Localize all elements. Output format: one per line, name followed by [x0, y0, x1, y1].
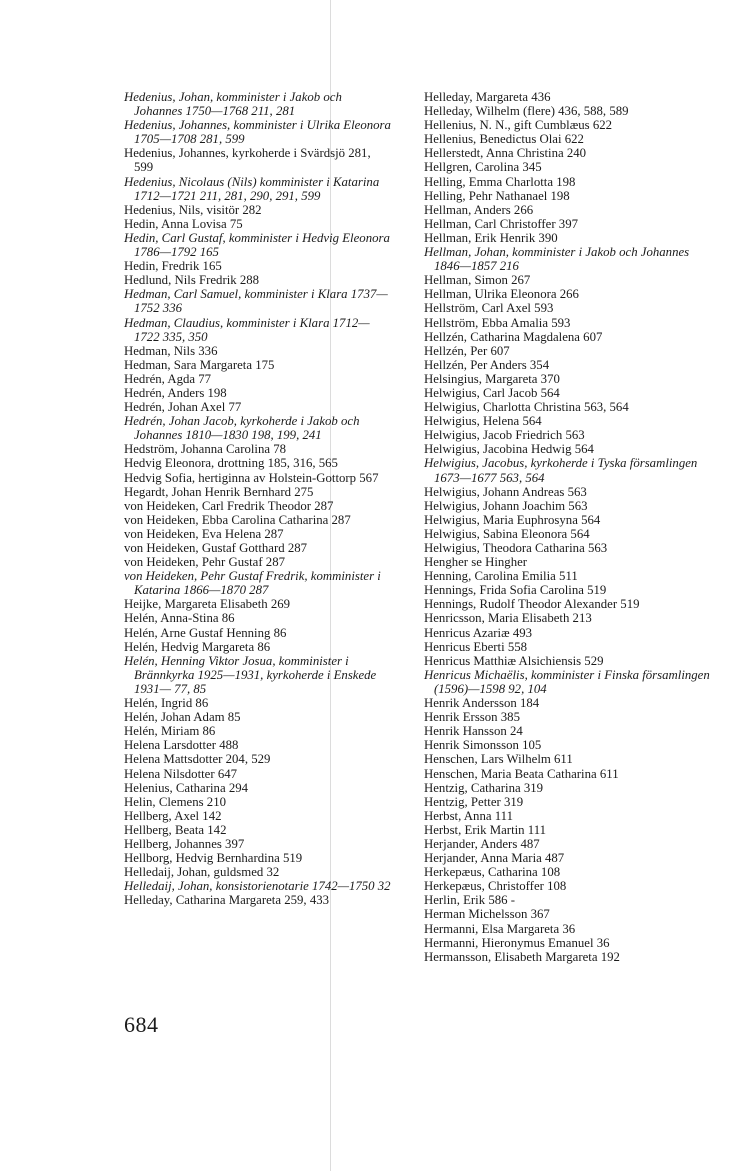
index-entry: Helledaij, Johan, guldsmed 32: [124, 865, 280, 880]
index-entry: Helleday, Catharina Margareta 259, 433: [124, 893, 330, 908]
index-entry: Hellerstedt, Anna Christina 240: [424, 146, 587, 161]
index-entry: Henrik Simonsson 105: [424, 738, 542, 753]
index-entry: Henrik Andersson 184: [424, 696, 540, 711]
index-entry: von Heideken, Ebba Carolina Catharina 287: [124, 512, 351, 527]
right-index-column: [424, 90, 714, 964]
index-entry: Hellström, Ebba Amalia 593: [424, 315, 571, 330]
index-entry: von Heideken, Carl Fredrik Theodor 287: [124, 498, 334, 513]
index-entry: Hellzén, Catharina Magdalena 607: [424, 329, 603, 344]
index-entry: Helwigius, Carl Jacob 564: [424, 385, 560, 400]
index-entry: Helleday, Wilhelm (flere) 436, 588, 589: [424, 104, 629, 119]
index-entry: Hellman, Johan, komminister i Jakob och Johannes 1846—1857 216: [424, 245, 690, 274]
index-entry: Hellman, Erik Henrik 390: [424, 230, 558, 245]
left-index-column: [124, 90, 392, 907]
index-entry: Hedrén, Agda 77: [124, 371, 212, 386]
index-entry: Herkepæus, Christoffer 108: [424, 879, 567, 894]
index-entry: Helén, Johan Adam 85: [124, 710, 241, 725]
index-entry: Herjander, Anders 487: [424, 836, 540, 851]
index-entry: Henricus Eberti 558: [424, 639, 528, 654]
index-entry: Herkepæus, Catharina 108: [424, 865, 561, 880]
index-entry: Hegardt, Johan Henrik Bernhard 275: [124, 484, 314, 499]
index-entry: Hedin, Carl Gustaf, komminister i Hedvig Eleonora 1786—1792 165: [124, 230, 390, 260]
index-entry: Hedlund, Nils Fredrik 288: [124, 273, 260, 288]
index-entry: von Heideken, Pehr Gustaf 287: [124, 555, 285, 570]
index-entry: Hellman, Anders 266: [424, 202, 534, 217]
index-entry: Hellman, Ulrika Eleonora 266: [424, 287, 579, 302]
index-entry: Helwigius, Charlotta Christina 563, 564: [424, 400, 629, 415]
index-entry: von Heideken, Gustaf Gotthard 287: [124, 541, 308, 555]
index-entry: Hellborg, Hedvig Bernhardina 519: [124, 851, 303, 866]
index-entry: Helena Nilsdotter 647: [124, 766, 238, 781]
index-entry: Hellgren, Carolina 345: [424, 160, 542, 175]
index-entry: Helena Mattsdotter 204, 529: [124, 752, 271, 767]
index-entry: Herbst, Anna 111: [424, 808, 513, 823]
index-entry: Henrik Ersson 385: [424, 710, 520, 725]
index-entry: Hentzig, Catharina 319: [424, 780, 544, 795]
index-entry: Hengher se Hingher: [424, 555, 528, 570]
index-entry: Hedvig Eleonora, drottning 185, 316, 565: [124, 456, 338, 471]
index-entry: von Heideken, Pehr Gustaf Fredrik, komminister i Katarina 1866—1870 287: [124, 569, 381, 598]
index-entry: Hentzig, Petter 319: [424, 794, 524, 809]
index-entry: Helenius, Catharina 294: [124, 780, 249, 795]
index-entry: Hedman, Carl Samuel, komminister i Klara 1737—1752 336: [124, 287, 388, 316]
index-entry: Heijke, Margareta Elisabeth 269: [124, 597, 291, 612]
index-entry: Hellman, Simon 267: [424, 273, 531, 288]
index-entry: Hennings, Rudolf Theodor Alexander 519: [424, 597, 640, 612]
index-entry: Helén, Henning Viktor Josua, komminister i Brännkyrka 1925—1931, kyrkoherde i Enskede 1931— 77, 85: [124, 653, 377, 696]
index-entry: Helwigius, Jacob Friedrich 563: [424, 428, 585, 443]
index-entry: Hedenius, Johannes, komminister i Ulrika Eleonora 1705—1708 281, 599: [124, 118, 391, 147]
index-entry: Hedström, Johanna Carolina 78: [124, 442, 287, 457]
index-entry: Hellzén, Per Anders 354: [424, 357, 550, 372]
index-entry: Hellman, Carl Christoffer 397: [424, 216, 579, 231]
index-entry: Hermanni, Hieronymus Emanuel 36: [424, 935, 610, 950]
index-entry: Henricus Matthiæ Alsichiensis 529: [424, 653, 604, 668]
index-entry: Herman Michelsson 367: [424, 907, 550, 922]
index-entry: Helwigius, Theodora Catharina 563: [424, 541, 608, 555]
index-entry: von Heideken, Eva Helena 287: [124, 526, 284, 541]
index-entry: Hedman, Claudius, komminister i Klara 1712—1722 335, 350: [124, 315, 370, 344]
index-entry: Helena Larsdotter 488: [124, 738, 239, 753]
index-entry: Helwigius, Johann Andreas 563: [424, 484, 587, 499]
index-entry: Hedenius, Johannes, kyrkoherde i Svärdsjö 281, 599: [124, 146, 371, 175]
index-entry: Hedrén, Anders 198: [124, 385, 227, 400]
index-entry: Helén, Miriam 86: [124, 724, 216, 739]
index-entry: Hedin, Fredrik 165: [124, 259, 222, 274]
index-entry: Henschen, Lars Wilhelm 611: [424, 752, 573, 767]
index-entry: Hellenius, Benedictus Olai 622: [424, 132, 584, 147]
index-entry: Helleday, Margareta 436: [424, 90, 551, 104]
index-entry: Hellberg, Johannes 397: [124, 836, 245, 851]
index-entry: Hedman, Nils 336: [124, 343, 218, 358]
index-entry: Henricus Michaëlis, komminister i Finska församlingen (1596)—1598 92, 104: [424, 667, 710, 696]
index-entry: Hedenius, Johan, komminister i Jakob och Johannes 1750—1768 211, 281: [124, 90, 342, 119]
index-entry: Herlin, Erik 586 -: [424, 893, 515, 908]
index-entry: Helén, Hedvig Margareta 86: [124, 639, 271, 654]
index-entry: Henning, Carolina Emilia 511: [424, 569, 578, 584]
index-entry: Helling, Pehr Nathanael 198: [424, 188, 570, 203]
index-entry: Hedenius, Nils, visitör 282: [124, 202, 262, 217]
index-entry: Hedman, Sara Margareta 175: [124, 357, 275, 372]
index-entry: Herbst, Erik Martin 111: [424, 822, 547, 837]
index-entry: Henricsson, Maria Elisabeth 213: [424, 611, 592, 626]
index-entry: Helwigius, Johann Joachim 563: [424, 498, 588, 513]
index-entry: Helwigius, Sabina Eleonora 564: [424, 526, 590, 541]
index-entry: Helwigius, Jacobina Hedwig 564: [424, 442, 594, 457]
index-entry: Helsingius, Margareta 370: [424, 371, 560, 386]
index-entry: Hedrén, Johan Jacob, kyrkoherde i Jakob och Johannes 1810—1830 198, 199, 241: [124, 414, 360, 443]
index-entry: Hedvig Sofia, hertiginna av Holstein-Gottorp 567: [124, 470, 379, 485]
index-entry: Hellberg, Axel 142: [124, 808, 222, 823]
index-entry: Henschen, Maria Beata Catharina 611: [424, 766, 619, 781]
index-entry: Helin, Clemens 210: [124, 794, 227, 809]
index-entry: Helledaij, Johan, konsistorienotarie 1742—1750 32: [124, 879, 391, 894]
index-entry: Helén, Anna-Stina 86: [124, 611, 235, 626]
index-entry: Hellenius, N. N., gift Cumblæus 622: [424, 118, 613, 133]
index-entry: Helén, Arne Gustaf Henning 86: [124, 625, 287, 640]
index-entry: Hellzén, Per 607: [424, 343, 510, 358]
index-entry: Henrik Hansson 24: [424, 724, 523, 739]
index-entry: Hedrén, Johan Axel 77: [124, 400, 242, 415]
index-entry: Hedenius, Nicolaus (Nils) komminister i Katarina 1712—1721 211, 281, 290, 291, 599: [124, 174, 380, 203]
page-number: 684: [124, 1012, 159, 1037]
index-entry: Helwigius, Jacobus, kyrkoherde i Tyska församlingen 1673—1677 563, 564: [424, 456, 698, 485]
index-entry: Henricus Azariæ 493: [424, 625, 533, 640]
index-entry: Hellström, Carl Axel 593: [424, 301, 554, 316]
index-entry: Herjander, Anna Maria 487: [424, 851, 565, 866]
index-entry: Hedin, Anna Lovisa 75: [124, 216, 243, 231]
index-entry: Hermanni, Elsa Margareta 36: [424, 921, 576, 936]
index-entry: Helwigius, Maria Euphrosyna 564: [424, 512, 601, 527]
index-entry: Helwigius, Helena 564: [424, 414, 542, 429]
index-entry: Helling, Emma Charlotta 198: [424, 174, 576, 189]
index-entry: Hellberg, Beata 142: [124, 822, 227, 837]
index-entry: Hermansson, Elisabeth Margareta 192: [424, 949, 620, 964]
index-entry: Helén, Ingrid 86: [124, 696, 209, 711]
index-entry: Hennings, Frida Sofia Carolina 519: [424, 583, 607, 598]
